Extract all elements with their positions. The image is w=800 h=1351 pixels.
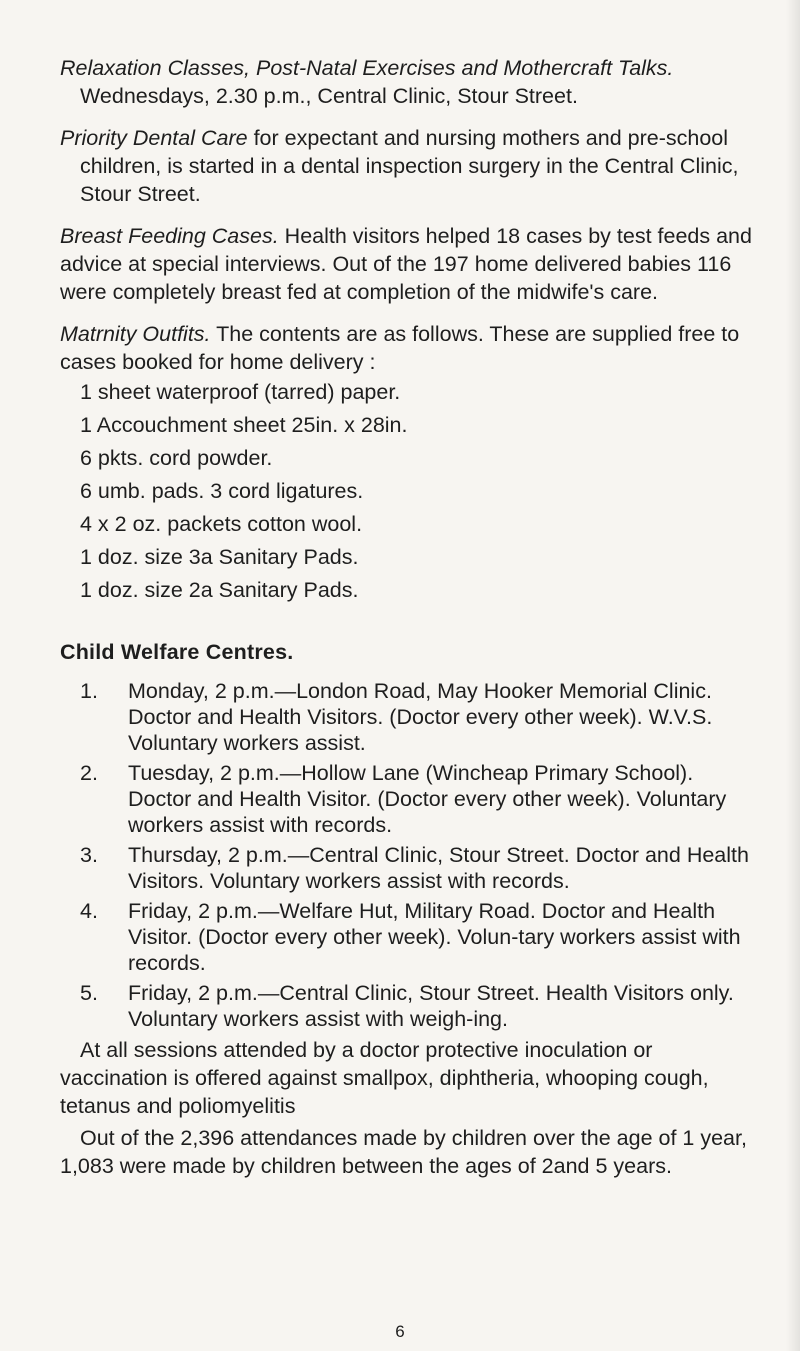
list-item: 6 umb. pads. 3 cord ligatures.	[80, 479, 364, 503]
list-item: 1 sheet waterproof (tarred) paper.	[80, 380, 401, 404]
list-item: 1 doz. size 2a Sanitary Pads.	[80, 578, 359, 602]
list-item: 1 doz. size 3a Sanitary Pads.	[80, 545, 359, 569]
relaxation-title: Relaxation Classes, Post-Natal Exercises and Mothercraft Talks.	[60, 56, 674, 80]
centre-text: Friday, 2 p.m.—Welfare Hut, Military Road. Doctor and Health Visitor. (Doctor every other week). Volun-tary workers assist with records.	[128, 899, 741, 975]
maternity-title: Matrnity Outfits.	[60, 322, 211, 346]
list-item: 6 pkts. cord powder.	[80, 446, 273, 470]
inoculation-paragraph: At all sessions attended by a doctor protective inoculation or vaccination is offered against smallpox, diphtheria, whooping cough, tetanus and poliomyelitis	[60, 1038, 709, 1118]
list-item: 4 x 2 oz. packets cotton wool.	[80, 512, 363, 536]
maternity-text: The contents are as follows. These are supplied free to cases booked for home delivery :	[60, 322, 740, 374]
breast-feeding-section	[60, 222, 760, 306]
relaxation-section	[60, 54, 760, 110]
child-welfare-heading: Child Welfare Centres.	[60, 640, 294, 664]
centre-number: 5.	[80, 981, 98, 1005]
child-welfare-centres-list	[60, 678, 760, 1032]
dental-title: Priority Dental Care	[60, 126, 248, 150]
dental-section	[60, 124, 760, 208]
centre-item	[60, 842, 760, 894]
centre-item	[60, 760, 760, 838]
breast-feeding-paragraph	[60, 222, 760, 306]
dental-text: for expectant and nursing mothers and pre-school children, is started in a dental inspection surgery in the Central Clinic, Stour Street.	[80, 126, 739, 206]
centre-number: 2.	[80, 761, 98, 785]
centre-item	[60, 678, 760, 756]
centre-item	[60, 898, 760, 976]
centre-text: Friday, 2 p.m.—Central Clinic, Stour Street. Health Visitors only. Voluntary workers assist with weigh-ing.	[128, 981, 734, 1031]
attendances-paragraph: Out of the 2,396 attendances made by children over the age of 1 year, 1,083 were made by children between the ages of 2and 5 years.	[60, 1126, 747, 1178]
breast-feeding-text: Health visitors helped 18 cases by test feeds and advice at special interviews. Out of the 197 home delivered babies 116 were completely breast fed at completion of the midwife's care.	[60, 224, 752, 304]
centre-item	[60, 980, 760, 1032]
dental-paragraph	[60, 124, 760, 208]
maternity-section	[60, 320, 760, 604]
centre-number: 1.	[80, 679, 98, 703]
maternity-paragraph	[60, 320, 760, 376]
relaxation-text: Wednesdays, 2.30 p.m., Central Clinic, Stour Street.	[80, 84, 578, 108]
page-number: 6	[395, 1322, 405, 1341]
centre-number: 4.	[80, 899, 98, 923]
page-edge-shadow	[786, 0, 800, 1351]
maternity-outfit-list	[60, 378, 760, 604]
page-content	[60, 54, 760, 1184]
centre-text: Monday, 2 p.m.—London Road, May Hooker Memorial Clinic. Doctor and Health Visitors. (Doctor every other week). W.V.S. Voluntary workers assist.	[128, 679, 713, 755]
list-item: 1 Accouchment sheet 25in. x 28in.	[80, 413, 408, 437]
centre-text: Thursday, 2 p.m.—Central Clinic, Stour Street. Doctor and Health Visitors. Voluntary workers assist with records.	[128, 843, 749, 893]
centre-text: Tuesday, 2 p.m.—Hollow Lane (Wincheap Primary School). Doctor and Health Visitor. (Doctor every other week). Voluntary workers assist with records.	[128, 761, 727, 837]
breast-feeding-title: Breast Feeding Cases.	[60, 224, 279, 248]
centre-number: 3.	[80, 843, 98, 867]
